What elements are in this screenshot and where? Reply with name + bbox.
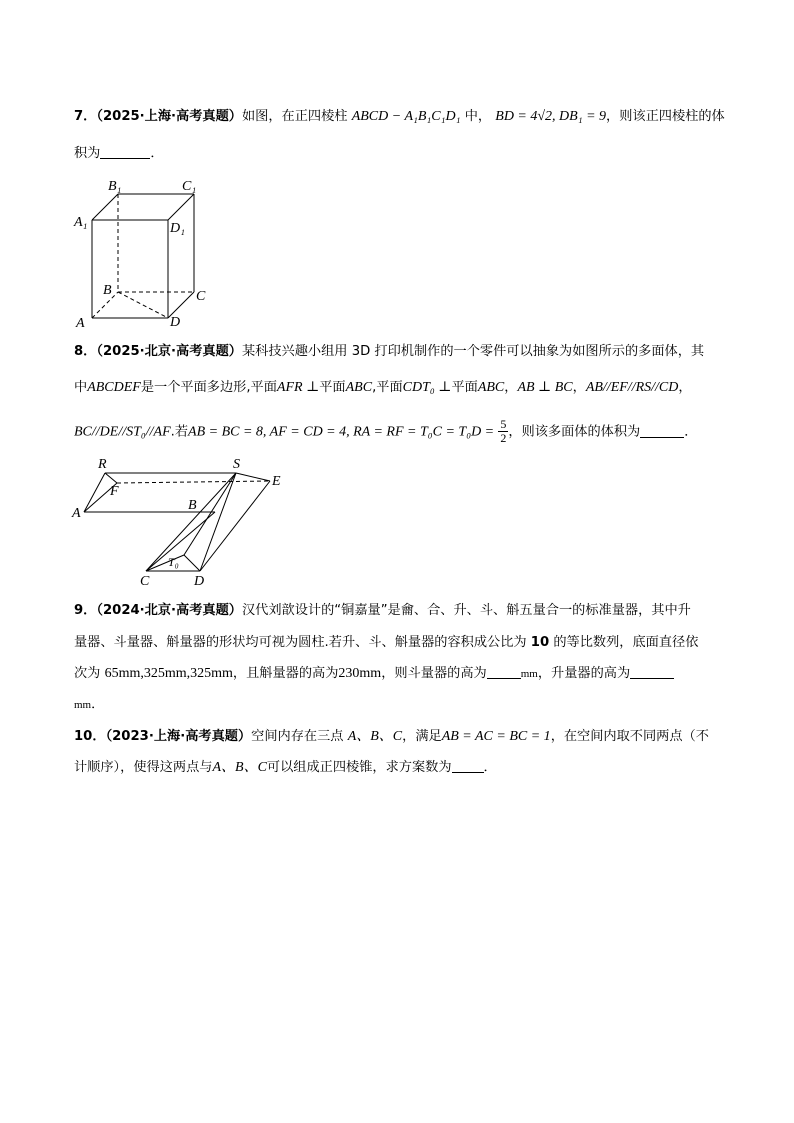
q9-text-1: 汉代刘歆设计的“铜嘉量”是龠、合、升、斗、斛五量合一的标准量器，其中升 xyxy=(242,603,691,618)
fraction-denominator: 2 xyxy=(500,431,507,445)
q9-height: 230mm xyxy=(338,666,382,681)
label-T0: T₀ xyxy=(168,555,179,569)
q8-line-2 xyxy=(74,379,692,397)
q8-line-3 xyxy=(74,418,697,445)
q9-text: 次为 xyxy=(74,666,101,681)
label-A: A xyxy=(76,316,85,331)
q8-text: ． xyxy=(684,424,698,440)
q9-number: 9． xyxy=(74,603,97,618)
q8-text: ,平面 xyxy=(372,380,403,395)
q10-text: 可以组成正四棱锥，求方案数为 xyxy=(266,760,452,775)
q8-line-1 xyxy=(74,343,704,361)
q7-condition: BD = 4√2, DB₁ = 9 xyxy=(495,109,607,124)
q8-math: ABCDEF xyxy=(87,380,141,395)
q8-number: 8． xyxy=(74,344,97,359)
q9-source-tag: （2024·北京·高考真题） xyxy=(96,603,242,618)
q10-text: ，在空间内取不同两点（不 xyxy=(550,729,709,744)
q8-text: 平面 xyxy=(319,380,346,395)
q8-text: 中 xyxy=(74,380,88,395)
label-D: D xyxy=(194,574,205,589)
q10-text: 空间内存在三点 xyxy=(251,729,344,744)
label-B: B xyxy=(103,283,112,298)
q9-text: ，升量器的高为 xyxy=(537,666,631,681)
q8-fraction xyxy=(498,418,508,445)
label-A: A xyxy=(72,506,81,521)
q10-number: 10． xyxy=(74,729,106,744)
q8-text-1: 某科技兴趣小组用 3D 打印机制作的一个零件可以抽象为如图所示的多面体，其 xyxy=(242,344,705,359)
q10-text: 计顺序），使得这两点与 xyxy=(74,760,213,775)
q7-prism-name: ABCD − A₁B₁C₁D₁ xyxy=(351,109,461,124)
q10-text: ，满足 xyxy=(402,729,442,744)
q8-math: ABC xyxy=(345,380,373,395)
q9-text: 的等比数列，底面直径依 xyxy=(553,635,699,650)
q7-prism-figure xyxy=(70,172,220,332)
q7-line-1 xyxy=(74,108,725,126)
q7-line-2 xyxy=(74,145,164,163)
q7-source-tag: （2025·上海·高考真题） xyxy=(96,109,242,124)
q8-math: AFR ⊥ xyxy=(276,380,320,395)
label-D1: D₁ xyxy=(170,221,185,236)
label-C1: C₁ xyxy=(182,179,197,194)
q8-math: ABC xyxy=(477,380,505,395)
label-E: E xyxy=(272,474,281,489)
q8-source-tag: （2025·北京·高考真题） xyxy=(96,344,242,359)
q8-text: ， xyxy=(504,380,518,395)
q8-text: 是一个平面多边形,平面 xyxy=(140,380,277,395)
q7-text-2: 中， xyxy=(464,109,492,124)
q9-answer-blank-2[interactable] xyxy=(630,666,674,679)
label-F: F xyxy=(110,484,119,499)
label-R: R xyxy=(98,457,107,472)
q8-math: AB//EF//RS//CD xyxy=(585,380,679,395)
q9-unit: mm xyxy=(520,668,538,680)
q8-math: BC//DE//ST₀//AF xyxy=(74,424,171,440)
q10-text: ． xyxy=(483,760,497,775)
q9-unit: mm xyxy=(74,699,92,711)
q9-text: ，则斗量器的高为 xyxy=(381,666,487,681)
q9-text: ． xyxy=(91,697,105,712)
q8-text: ， xyxy=(572,380,586,395)
q8-polyhedron-figure xyxy=(70,455,290,590)
q8-text: .若 xyxy=(170,424,189,440)
q9-ratio: 10 xyxy=(530,635,550,650)
label-B: B xyxy=(188,498,197,513)
fraction-numerator: 5 xyxy=(500,417,507,431)
q10-answer-blank[interactable] xyxy=(452,760,484,773)
q9-line-2 xyxy=(74,634,698,652)
q7-number: 7． xyxy=(74,109,97,124)
q10-condition: AB = AC = BC = 1 xyxy=(441,729,551,744)
q8-answer-blank[interactable] xyxy=(640,425,684,438)
q9-text: 量器、斗量器、斛量器的形状均可视为圆柱.若升、斗、斛量器的容积成公比为 xyxy=(74,635,527,650)
q7-answer-blank[interactable] xyxy=(100,146,150,159)
q8-math: AB ⊥ BC xyxy=(517,380,573,395)
q10-points: A、B、C xyxy=(212,760,267,775)
label-C: C xyxy=(196,289,206,304)
q9-answer-blank-1[interactable] xyxy=(487,666,521,679)
q9-text: ，且斛量器的高为 xyxy=(232,666,339,681)
q8-text: 平面 xyxy=(451,380,478,395)
q7-text-1: 如图，在正四棱柱 xyxy=(242,109,348,124)
q9-diameters: 65mm,325mm,325mm xyxy=(104,666,233,681)
q9-line-3 xyxy=(74,665,674,683)
q10-line-2 xyxy=(74,759,497,777)
label-C: C xyxy=(140,574,150,589)
label-D: D xyxy=(170,315,181,330)
q8-text: ， xyxy=(678,380,692,395)
q10-line-1 xyxy=(74,728,709,746)
q8-math: AB = BC = 8, AF = CD = 4, RA = RF = T₀C = T₀D = xyxy=(188,424,495,440)
q7-text-3: ，则该正四棱柱的体 xyxy=(606,109,725,124)
q9-line-1 xyxy=(74,602,691,620)
q7-text-4: 积为 xyxy=(74,146,101,161)
q9-line-4 xyxy=(74,696,104,714)
q8-text: ，则该多面体的体积为 xyxy=(508,424,641,440)
q10-source-tag: （2023·上海·高考真题） xyxy=(105,729,252,744)
q8-math: CDT₀ ⊥ xyxy=(402,380,452,395)
label-B1: B₁ xyxy=(108,179,122,194)
label-S: S xyxy=(233,457,240,472)
label-A1: A₁ xyxy=(74,215,88,230)
q7-text-5: ． xyxy=(150,146,164,161)
q10-points: A、B、C xyxy=(347,729,403,744)
